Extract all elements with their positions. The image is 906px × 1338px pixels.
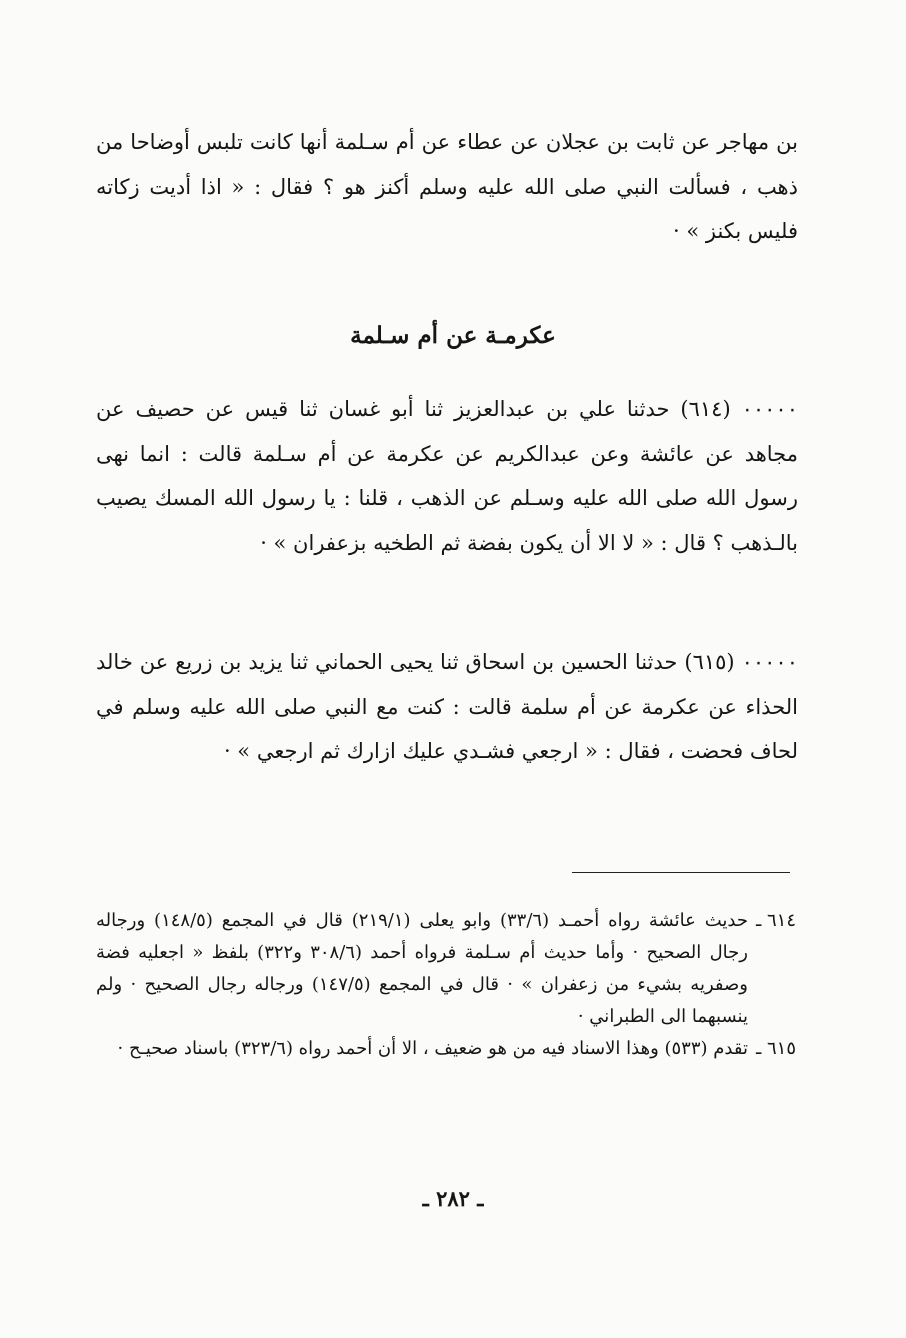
footnote-number: ٦١٤ ـ (755, 910, 796, 931)
hadith-614-paragraph: ٠٠٠٠٠ (٦١٤) حدثنا علي بن عبدالعزيز ثنا أبو غسان ثنا قيس عن حصيف عن مجاهد عن عائشة وعن عبدالكريم عن عكرمة عن أم سـلمة قالت : انما نهى رسول الله صلى الله عليه وسـلم عن الذهب ، قلنا : يا رسول الله المسك يصيب بالـذهب ؟ قال : « لا الا أن يكون بفضة ثم الطخيه بزعفران » · (96, 397, 798, 555)
footnote-text: تقدم (٥٣٣) وهذا الاسناد فيه من هو ضعيف ، الا أن أحمد رواه (٣٢٣/٦) باسناد صحيـح · (117, 1038, 748, 1059)
footnote-text: حديث عائشة رواه أحمـد (٣٣/٦) وابو يعلى (٢١٩/١) قال في المجمع (١٤٨/٥) ورجاله رجال الصحيح · وأما حديث أم سـلمة فرواه أحمد (٣٠٨/٦ و٣٢٢) بلفظ « اجعليه فضة وصفريه بشيء من زعفران » · قال في المجمع (١٤٧/٥) ورجاله رجال الصحيح · ولم ينسبهما الى الطبراني · (96, 910, 749, 1027)
footnote-divider (572, 872, 790, 873)
footnotes-section (96, 905, 796, 1065)
page-number: ـ ٢٨٢ ـ (422, 1186, 484, 1211)
footnote-615 (96, 1033, 796, 1065)
footnote-number: ٦١٥ ـ (755, 1038, 796, 1059)
hadith-615-paragraph: ٠٠٠٠٠ (٦١٥) حدثنا الحسين بن اسحاق ثنا يحيى الحماني ثنا يزيد بن زريع عن خالد الحذاء عن عكرمة عن أم سلمة قالت : كنت مع النبي صلى الله عليه وسلم في لحاف فحضت ، فقال : « ارجعي فشـدي عليك ازارك ثم ارجعي » · (96, 650, 798, 763)
footnote-614 (96, 905, 796, 1033)
intro-paragraph: بن مهاجر عن ثابت بن عجلان عن عطاء عن أم سـلمة أنها كانت تلبس أوضاحا من ذهب ، فسألت النبي صلى الله عليه وسلم أكنز هو ؟ فقال : « اذا أديت زكاته فليس بكنز » · (96, 130, 798, 243)
section-heading: عكرمـة عن أم سـلمة (350, 322, 556, 349)
